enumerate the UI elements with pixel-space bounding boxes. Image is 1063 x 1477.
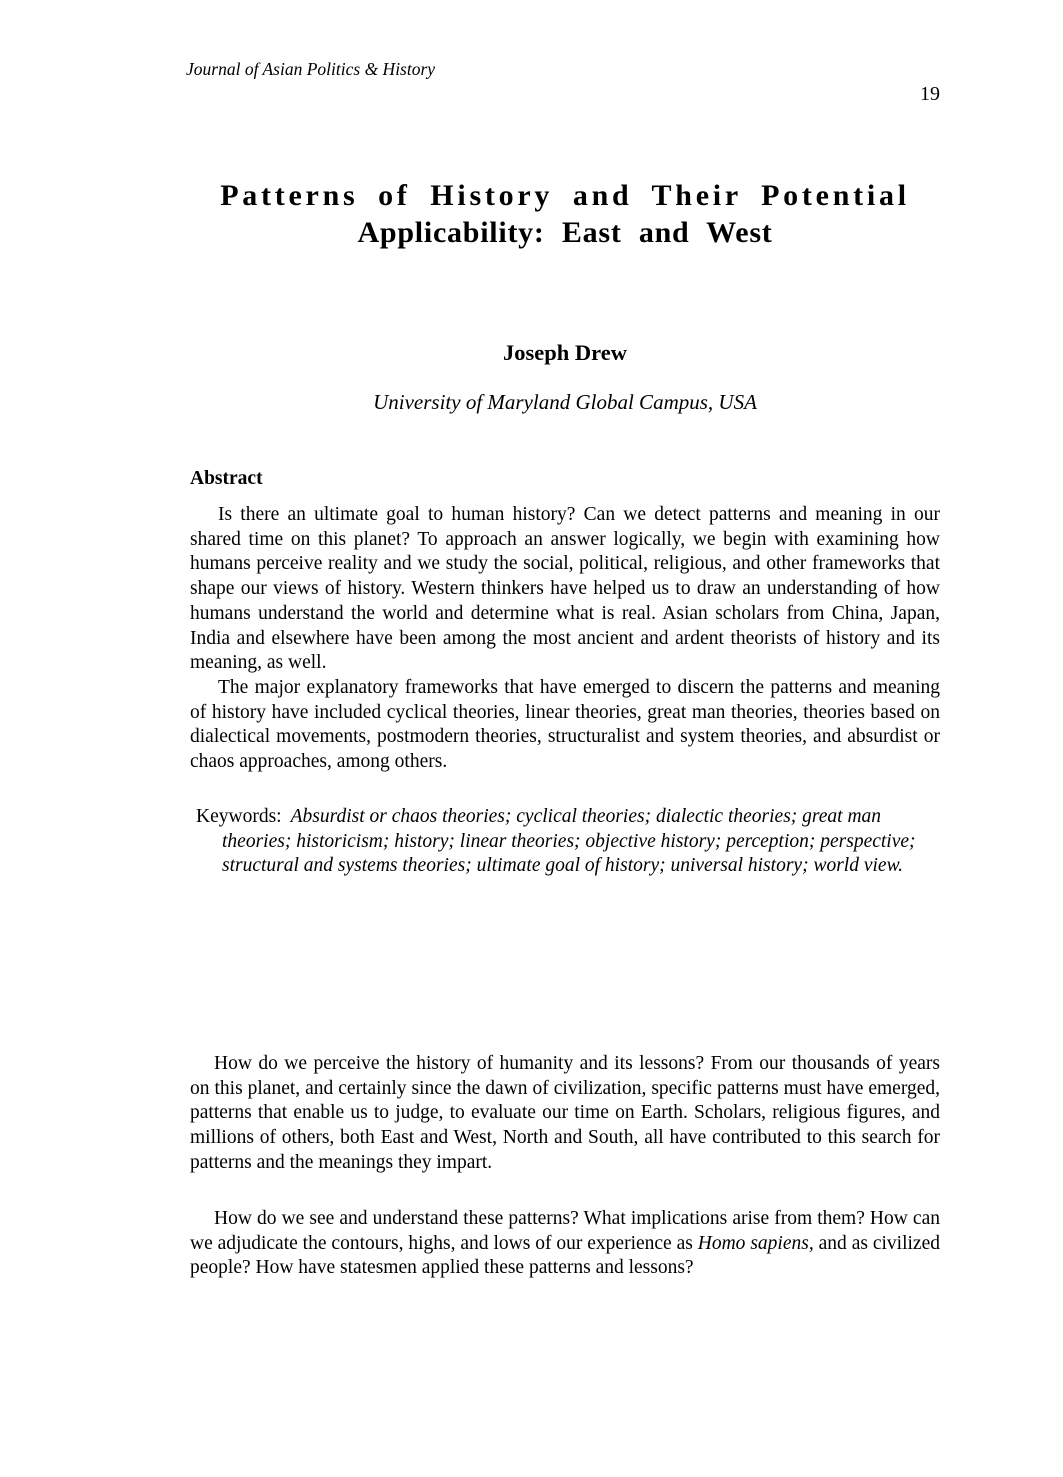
page-number: 19 (920, 83, 940, 105)
article-title-line-1: Patterns of History and Their Potential (220, 179, 910, 212)
body-paragraph: How do we perceive the history of humanity and its lessons? From our thousands of years on this planet, and certainly since the dawn of civilization, specific patterns must have emerged, patterns that enable us to judge, to evaluate our time on Earth. Scholars, religious figures, and millions of others, both East and West, North and South, all have contributed to this search for patterns and the meanings they impart. (190, 1053, 940, 1173)
abstract-paragraph: Is there an ultimate goal to human history? Can we detect patterns and meaning in our shared time on this planet? To approach an answer logically, we begin with examining how humans perceive reality and we study the social, political, religious, and other frameworks that shape our views of history. Western thinkers have helped us to draw an understanding of how humans understand the world and determine what is real. Asian scholars from China, Japan, India and elsewhere have been among the most ancient and ardent theorists of history and its meaning, as well. (190, 504, 940, 674)
article-title (190, 177, 940, 251)
abstract-paragraph: The major explanatory frameworks that have emerged to discern the patterns and meaning of history have included cyclical theories, linear theories, great man theories, theories based on dialectical movements, postmodern theories, structuralist and system theories, and absurdist or chaos approaches, among others. (190, 676, 940, 773)
abstract-heading: Abstract (190, 468, 263, 489)
author-name: Joseph Drew (503, 340, 627, 365)
body-paragraph: How do we see and understand these patterns? What implications arise from them? How can we adjudicate the contours, highs, and lows of our experience as Homo sapiens, and as civilized people? How have statesmen applied these patterns and lessons? (190, 1208, 940, 1279)
keywords-text: Absurdist or chaos theories; cyclical theories; dialectic theories; great man theories; historicism; history; linear theories; objective history; perception; perspective; structural and systems theories; ultimate goal of history; universal history; world view. (222, 806, 916, 877)
author-affiliation: University of Maryland Global Campus, USA (373, 390, 757, 414)
article-title-line-2: Applicability: East and West (357, 216, 773, 249)
journal-name: Journal of Asian Politics & History (186, 59, 436, 79)
abstract-body (190, 503, 940, 775)
keywords-label: Keywords: (196, 806, 282, 827)
keywords-block (190, 805, 940, 879)
